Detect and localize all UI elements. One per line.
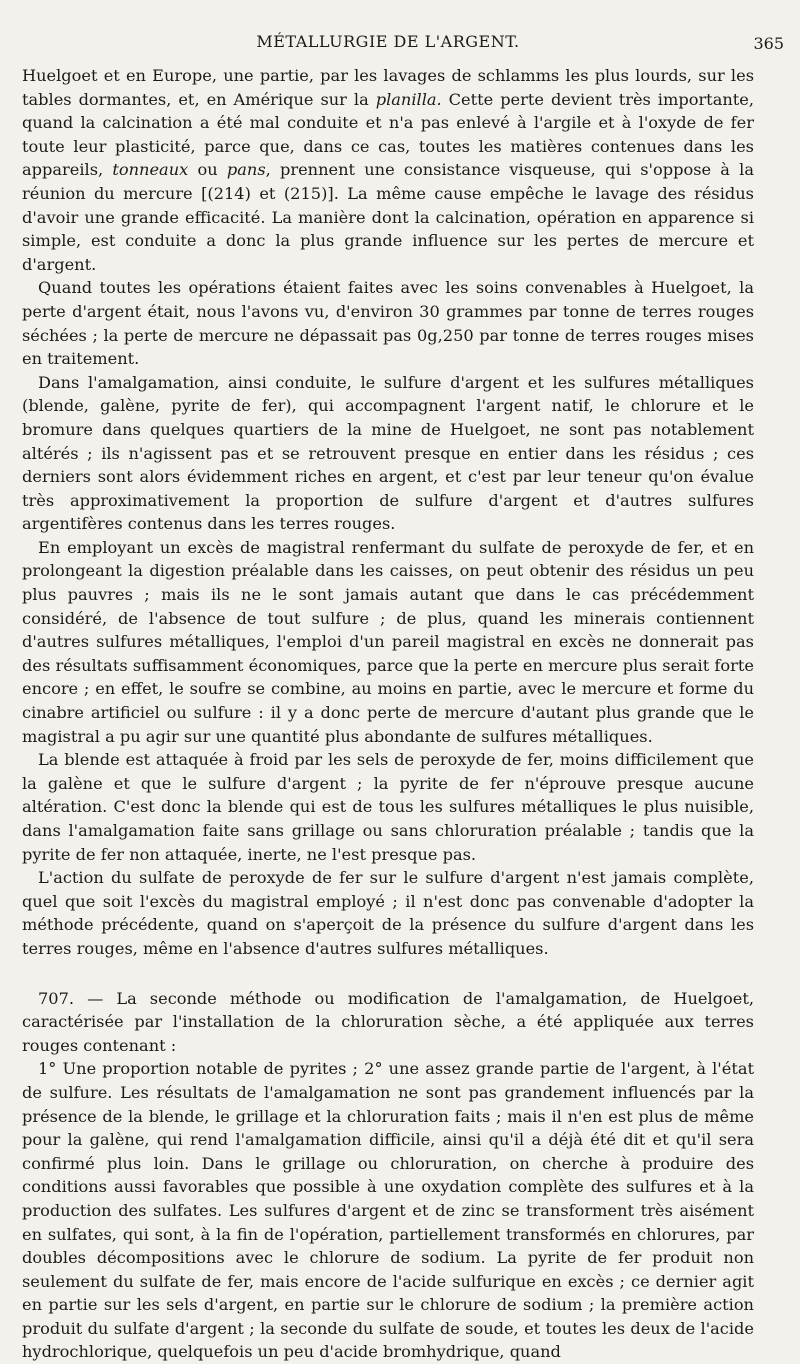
italic-term: tonneaux	[112, 160, 189, 180]
paragraph	[22, 371, 754, 536]
italic-term: pans	[226, 160, 266, 180]
text-segment: 1° Une proportion notable de pyrites ; 2° une assez grande partie de l'argent, à l'état de sulfure. Les résultats de l'amalgamation ne sont pas grandement influencés par la présence de la blende, le grillage et la chloruration faits ; mais il n'en est plus de même pour la galène, qui rend l'amalgamation difficile, ainsi qu'il a déjà été dit et qu'il sera confirmé plus loin. Dans le grillage ou chloruration, on cherche à produire des conditions aussi favorables que possible à une oxydation complète des sulfures et à la production des sulfates. Les sulfures d'argent et de zinc se transforment très aisément en sulfates, qui sont, à la fin de l'opération, partiellement transformés en chlorures, par doubles décompositions avec le chlorure de sodium. La pyrite de fer produit non seulement du sulfate de fer, mais encore de l'acide sulfurique en excès ; ce dernier agit en partie sur les sels d'argent, en partie sur le chlorure de sodium ; la première action produit du sulfate d'argent ; la seconde du sulfate de soude, et toutes les deux de l'acide hydrochlorique, quelquefois un peu d'acide bromhydrique, quand	[22, 1059, 754, 1362]
text-segment: Dans l'amalgamation, ainsi conduite, le sulfure d'argent et les sulfures métalliques (blende, galène, pyrite de fer), qui accompagnent l'argent natif, le chlorure et le bromure dans quelques quartiers de la mine de Huelgoet, ne sont pas notablement altérés ; ils n'agissent pas et se retrouvent presque en entier dans les résidus ; ces derniers sont alors évidemment riches en argent, et c'est par leur teneur qu'on évalue très approximativement la proportion de sulfure d'argent et d'autres sulfures argentifères contenus dans les terres rouges.	[22, 372, 754, 534]
text-segment: L'action du sulfate de peroxyde de fer sur le sulfure d'argent n'est jamais complète, quel que soit l'excès du magistral employé ; il n'est donc pas convenable d'adopter la méthode précédente, quand on s'aperçoit de la présence du sulfure d'argent dans les terres rouges, même en l'absence d'autres sulfures métalliques.	[22, 868, 754, 958]
running-title: MÉTALLURGIE DE L'ARGENT.	[256, 32, 520, 51]
paragraph	[22, 1057, 754, 1364]
paragraph	[22, 866, 754, 960]
text-segment: Quand toutes les opérations étaient faites avec les soins convenables à Huelgoet, la perte d'argent était, nous l'avons vu, d'environ 30 grammes par tonne de terres rouges séchées ; la perte de mercure ne dépassait pas 0g,250 par tonne de terres rouges mises en traitement.	[22, 278, 754, 369]
text-segment: ou	[188, 160, 227, 180]
body-text	[22, 64, 754, 1364]
page-number: 365	[753, 34, 784, 53]
section-paragraph-707	[22, 987, 754, 1058]
paragraph	[22, 64, 754, 276]
text-segment: Huelgoet et en Europe, une partie, par les lavages de schlamms les plus lourds, sur les tables dormantes, et, en Amérique sur la	[22, 66, 754, 109]
italic-term: planilla.	[375, 89, 442, 109]
text-segment: En employant un excès de magistral renfermant du sulfate de peroxyde de fer, et en prolongeant la digestion préalable dans les caisses, on peut obtenir des résidus un peu plus pauvres ; mais ils ne le sont jamais autant que dans le cas précédemment considéré, de l'absence de tout sulfure ; de plus, quand les minerais contiennent d'autres sulfures métalliques, l'emploi d'un pareil magistral en excès ne donnerait pas des résultats suffisamment économiques, parce que la perte en mercure plus serait forte encore ; en effet, le soufre se combine, au moins en partie, avec le mercure et forme du cinabre artificiel ou sulfure : il y a donc perte de mercure d'autant plus grande que le magistral a pu agir sur une quantité plus abondante de sulfures métalliques.	[22, 537, 754, 746]
paragraph	[22, 748, 754, 866]
paragraph	[22, 536, 754, 748]
text-segment: Cette perte devient très importante, quand la calcination a été mal conduite et n'a pas enlevé à l'argile et à l'oxyde de fer toute leur plasticité, parce que, dans ce cas, toutes les matières contenues dans les appareils,	[22, 89, 754, 180]
text-segment: La blende est attaquée à froid par les sels de peroxyde de fer, moins difficilement que la galène et que le sulfure d'argent ; la pyrite de fer n'éprouve presque aucune altération. C'est donc la blende qui est de tous les sulfures métalliques le plus nuisible, dans l'amalgamation faite sans grillage ou sans chloruration préalable ; tandis que la pyrite de fer non attaquée, inerte, ne l'est presque pas.	[22, 750, 754, 864]
text-segment: , prennent une consistance visqueuse, qui s'oppose à la réunion du mercure [(214) et (215)]. La même cause empêche le lavage des résidus d'avoir une grande efficacité. La manière dont la calcination, opération en apparence si simple, est conduite a donc la plus grande influence sur les pertes de mercure et d'argent.	[22, 160, 754, 274]
text-segment: 707. — La seconde méthode ou modification de l'amalgamation, de Huelgoet, caractérisée par l'installation de la chloruration sèche, a été appliquée aux terres rouges contenant :	[22, 988, 754, 1055]
running-head	[22, 32, 784, 60]
paragraph	[22, 276, 754, 370]
